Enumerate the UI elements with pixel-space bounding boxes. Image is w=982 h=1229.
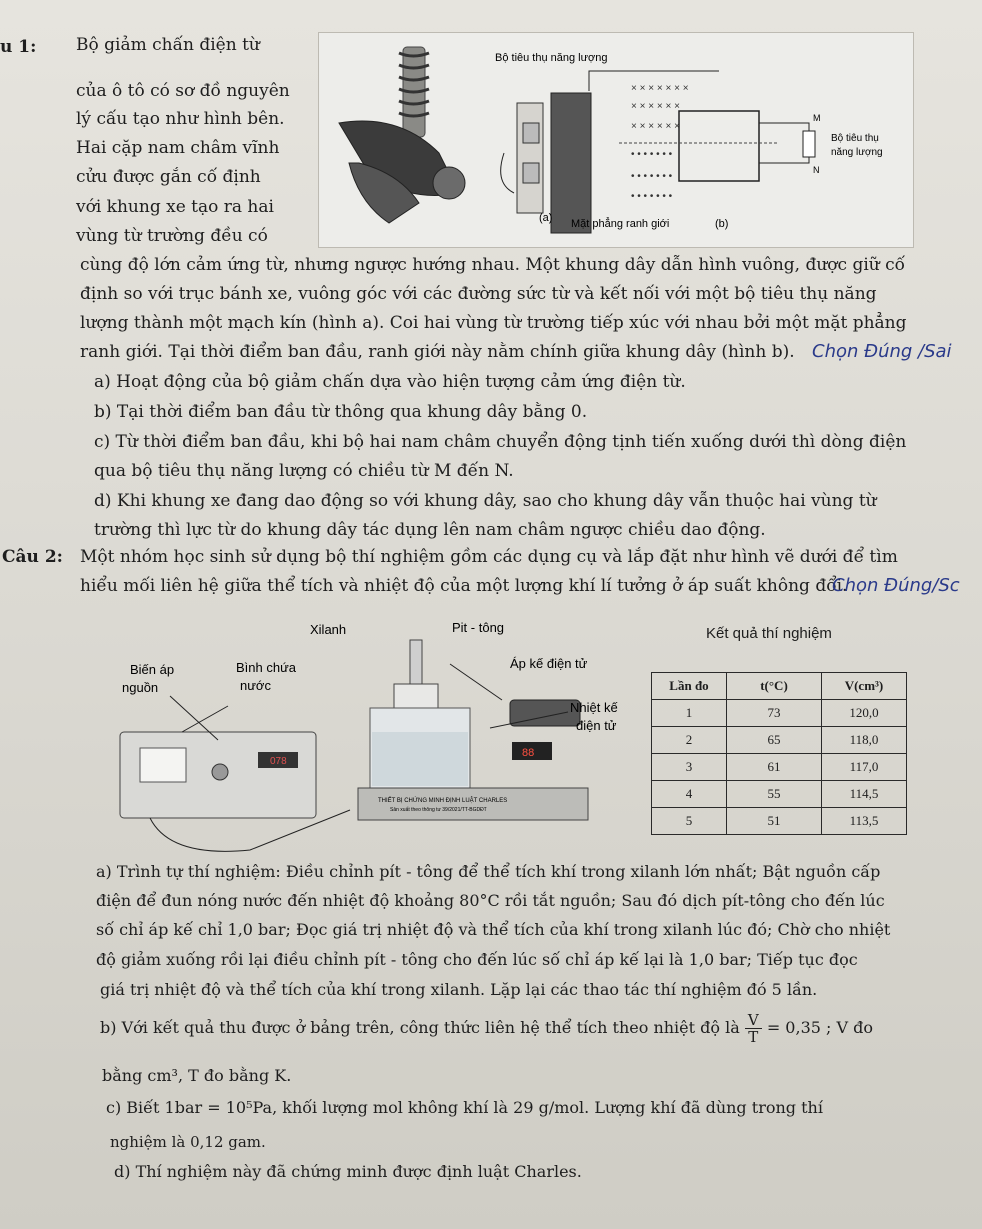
svg-text:× × × × × ×: × × × × × × bbox=[631, 121, 680, 132]
cell-vol: 118,0 bbox=[822, 727, 907, 754]
svg-text:• • • • • • •: • • • • • • • bbox=[631, 149, 673, 160]
plate-line-2: Sản xuất theo thông tư 39/2021/TT-BGDĐT bbox=[390, 807, 487, 813]
cell-run: 5 bbox=[652, 808, 727, 835]
q1-handwritten-note: Chọn Đúng /Sai bbox=[812, 341, 952, 362]
shock-absorber-image bbox=[339, 47, 465, 223]
table-row bbox=[652, 754, 907, 781]
label-binh-chua-1: Bình chứa bbox=[236, 660, 297, 675]
table-row bbox=[652, 781, 907, 808]
label-consumer-top: Bộ tiêu thụ năng lượng bbox=[495, 52, 608, 64]
q1-line-6: với khung xe tạo ra hai bbox=[76, 197, 274, 217]
q2-c-line-1: c) Biết 1bar = 10⁵Pa, khối lượng mol không khí là 29 g/mol. Lượng khí đã dùng trong thí bbox=[106, 1098, 823, 1117]
label-a: (a) bbox=[539, 212, 553, 224]
q1-line-2: của ô tô có sơ đồ nguyên bbox=[76, 81, 290, 101]
cell-temp: 55 bbox=[727, 781, 822, 808]
label-binh-chua-2: nước bbox=[240, 678, 271, 693]
cell-temp: 51 bbox=[727, 808, 822, 835]
label-b: (b) bbox=[715, 218, 729, 230]
results-header-row bbox=[652, 673, 907, 700]
q1-full-line-4: ranh giới. Tại thời điểm ban đầu, ranh giới này nằm chính giữa khung dây (hình b). bbox=[80, 342, 795, 362]
cell-temp: 73 bbox=[727, 700, 822, 727]
label-bien-ap-2: nguồn bbox=[122, 680, 159, 695]
q1-item-a: a) Hoạt động của bộ giảm chấn dựa vào hiện tượng cảm ứng điện từ. bbox=[94, 372, 686, 392]
frac-denominator: T bbox=[748, 1028, 759, 1046]
q2-line-2: hiểu mối liên hệ giữa thể tích và nhiệt độ của một lượng khí lí tưởng ở áp suất không đổi. bbox=[80, 576, 848, 596]
q2-a-line-5: giá trị nhiệt độ và thể tích của khí trong xilanh. Lặp lại các thao tác thí nghiệm đó 5 lần. bbox=[100, 980, 818, 999]
question-1-number: u 1: bbox=[0, 37, 37, 57]
q1-item-c-cont: qua bộ tiêu thụ năng lượng có chiều từ M đến N. bbox=[94, 461, 514, 481]
label-consumer-right-2: năng lượng bbox=[831, 147, 883, 158]
q2-b-line-2: bằng cm³, T đo bằng K. bbox=[102, 1066, 292, 1085]
q1-line-4: Hai cặp nam châm vĩnh bbox=[76, 138, 280, 158]
frac-numerator: V bbox=[745, 1012, 762, 1029]
cell-temp: 65 bbox=[727, 727, 822, 754]
table-row bbox=[652, 700, 907, 727]
damper-figure bbox=[318, 32, 914, 248]
q2-handwritten-note: Chọn Đúng/Sc bbox=[832, 575, 960, 596]
results-table bbox=[651, 672, 907, 835]
svg-text:• • • • • • •: • • • • • • • bbox=[631, 171, 673, 182]
table-row bbox=[652, 808, 907, 835]
q1-line-3: lý cấu tạo như hình bên. bbox=[76, 109, 285, 129]
q1-full-line-3: lượng thành một mạch kín (hình a). Coi hai vùng từ trường tiếp xúc với nhau bởi một mặt phẳng bbox=[80, 313, 907, 333]
cell-vol: 114,5 bbox=[822, 781, 907, 808]
cell-run: 4 bbox=[652, 781, 727, 808]
label-nhiet-ke-1: Nhiệt kế bbox=[570, 700, 618, 715]
svg-text:× × × × × × ×: × × × × × × × bbox=[631, 83, 689, 94]
pressure-display: 078 bbox=[270, 756, 287, 767]
svg-text:× × × × × ×: × × × × × × bbox=[631, 101, 680, 112]
cell-run: 2 bbox=[652, 727, 727, 754]
svg-text:• • • • • • •: • • • • • • • bbox=[631, 191, 673, 202]
cell-run: 1 bbox=[652, 700, 727, 727]
cell-vol: 120,0 bbox=[822, 700, 907, 727]
label-consumer-right-1: Bộ tiêu thụ bbox=[831, 133, 879, 144]
question-2-number: Câu 2: bbox=[2, 547, 63, 567]
q2-b-line-1 bbox=[100, 1012, 873, 1045]
q2-b-suffix: = 0,35 ; V đo bbox=[766, 1018, 874, 1037]
apparatus-figure bbox=[110, 612, 670, 852]
header-volume: V(cm³) bbox=[822, 673, 907, 700]
label-ap-ke: Áp kế điện tử bbox=[510, 656, 588, 671]
figure-a-magnets bbox=[501, 71, 719, 233]
q1-line-1: Bộ giảm chấn điện từ bbox=[76, 35, 260, 55]
figure-b-field bbox=[619, 83, 815, 202]
q1-full-line-1: cùng độ lớn cảm ứng từ, nhưng ngược hướng nhau. Một khung dây dẫn hình vuông, được giữ cố bbox=[80, 255, 906, 275]
label-bien-ap-1: Biến áp bbox=[130, 662, 175, 677]
q1-item-d: d) Khi khung xe đang dao động so với khung dây, sao cho khung dây vẫn thuộc hai vùng từ bbox=[94, 491, 877, 511]
label-m: M bbox=[813, 113, 821, 123]
q1-item-c: c) Từ thời điểm ban đầu, khi bộ hai nam châm chuyển động tịnh tiến xuống dưới thì dòng điện bbox=[94, 432, 907, 452]
plate-line-1: THIẾT BỊ CHỨNG MINH ĐỊNH LUẬT CHARLES bbox=[378, 798, 508, 804]
apparatus-illustration bbox=[110, 612, 670, 852]
cell-run: 3 bbox=[652, 754, 727, 781]
label-pit-tong: Pit - tông bbox=[452, 620, 505, 635]
header-lan-do: Lần đo bbox=[652, 673, 727, 700]
q2-a-line-1: a) Trình tự thí nghiệm: Điều chỉnh pít - tông để thể tích khí trong xilanh lớn nhất; Bật nguồn cấp bbox=[96, 862, 881, 881]
q2-a-line-2: điện để đun nóng nước đến nhiệt độ khoảng 80°C rồi tắt nguồn; Sau đó dịch pít-tông cho đến lúc bbox=[96, 891, 885, 910]
label-plane: Mặt phẳng ranh giới bbox=[571, 218, 670, 230]
thermo-display: 88 bbox=[522, 747, 535, 759]
q2-line-1: Một nhóm học sinh sử dụng bộ thí nghiệm gồm các dụng cụ và lắp đặt như hình vẽ dưới để tìm bbox=[80, 547, 898, 567]
q1-item-b: b) Tại thời điểm ban đầu từ thông qua khung dây bằng 0. bbox=[94, 402, 588, 422]
q1-full-line-2: định so với trục bánh xe, vuông góc với các đường sức từ và kết nối với một bộ tiêu thụ năng bbox=[80, 284, 877, 304]
cell-vol: 117,0 bbox=[822, 754, 907, 781]
q2-a-line-3: số chỉ áp kế chỉ 1,0 bar; Đọc giá trị nhiệt độ và thể tích của khí trong xilanh lúc đó; Chờ cho nhiệt bbox=[96, 920, 891, 939]
q2-b-prefix: b) Với kết quả thu được ở bảng trên, công thức liên hệ thể tích theo nhiệt độ là bbox=[100, 1018, 740, 1037]
q1-line-5: cửu được gắn cố định bbox=[76, 167, 261, 187]
cell-vol: 113,5 bbox=[822, 808, 907, 835]
header-temperature: t(°C) bbox=[727, 673, 822, 700]
label-nhiet-ke-2: điện tử bbox=[576, 718, 617, 733]
cell-temp: 61 bbox=[727, 754, 822, 781]
damper-illustration bbox=[319, 33, 913, 247]
q2-c-line-2: nghiệm là 0,12 gam. bbox=[110, 1133, 266, 1151]
q1-item-d-cont: trường thì lực từ do khung dây tác dụng lên nam châm ngược chiều dao động. bbox=[94, 520, 766, 540]
q2-a-line-4: độ giảm xuống rồi lại điều chỉnh pít - tông cho đến lúc số chỉ áp kế lại là 1,0 bar; Tiếp tục đọc bbox=[96, 950, 858, 969]
label-n: N bbox=[813, 165, 820, 175]
label-xilanh: Xilanh bbox=[310, 622, 347, 637]
volume-over-temperature bbox=[745, 1012, 762, 1045]
q1-line-7: vùng từ trường đều có bbox=[76, 226, 268, 246]
table-row bbox=[652, 727, 907, 754]
q2-d-line: d) Thí nghiệm này đã chứng minh được định luật Charles. bbox=[114, 1162, 582, 1181]
results-title: Kết quả thí nghiệm bbox=[706, 625, 832, 642]
